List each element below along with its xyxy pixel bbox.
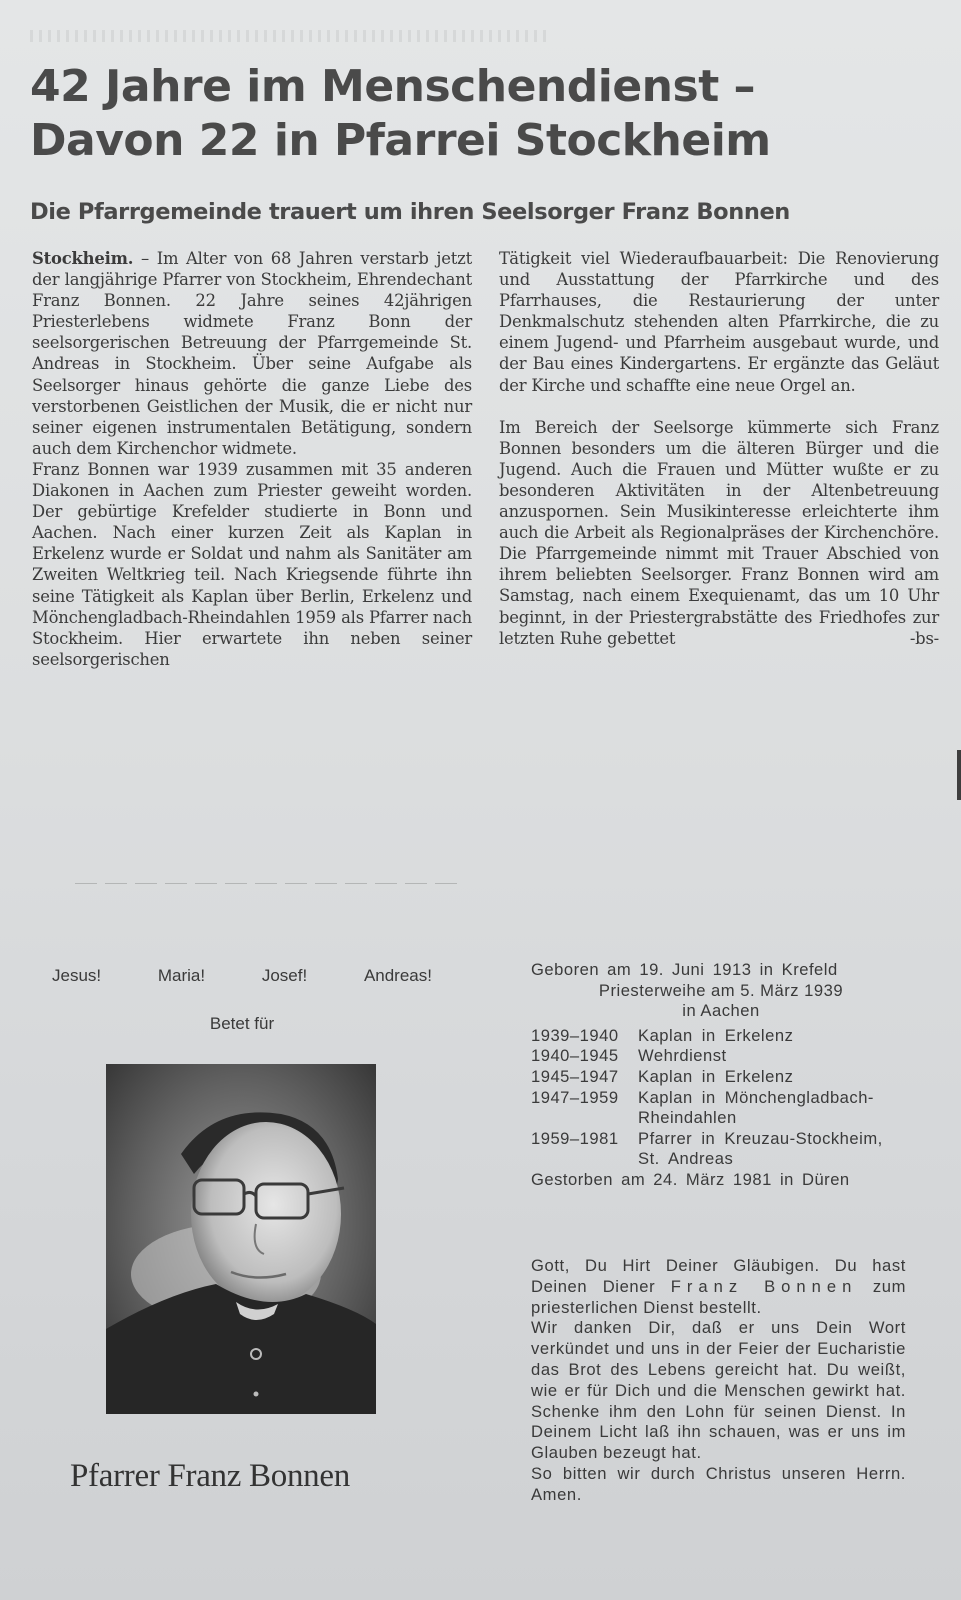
article-subheadline: Die Pfarrgemeinde trauert um ihren Seelsorger Franz Bonnen [30, 199, 790, 225]
ordination-line: Priesterweihe am 5. März 1939 [598, 980, 844, 1000]
prayer-text [531, 1256, 906, 1506]
headline-line-1: 42 Jahre im Menschendienst – [30, 61, 756, 112]
portrait-image [106, 1064, 376, 1414]
career-years: 1959–1981 [531, 1128, 619, 1148]
career-role: Kaplan in Erkelenz [638, 1025, 794, 1045]
career-years: 1947–1959 [531, 1087, 619, 1107]
author-signature: -bs- [909, 628, 939, 648]
prayer-spaced-name: Franz Bonnen [670, 1276, 858, 1296]
article-column-left [32, 248, 472, 670]
birth-line: Geboren am 19. Juni 1913 in Krefeld [531, 960, 838, 979]
career-role: Kaplan in Mönchengladbach-Rheindahlen [638, 1087, 874, 1128]
article-headline [30, 60, 930, 168]
faint-divider-line [75, 883, 465, 884]
dateline: Stockheim. [32, 249, 134, 268]
prayer-paragraph: So bitten wir durch Christus unseren Herrn. Amen. [531, 1463, 906, 1504]
career-years: 1945–1947 [531, 1066, 619, 1086]
death-line: Gestorben am 24. März 1981 in Düren [531, 1169, 850, 1189]
headline-line-2: Davon 22 in Pfarrei Stockheim [30, 115, 771, 166]
prayer-text-part: Gott, Du Hirt Deiner Gläubigen. Du hast Deinen Diener [531, 1256, 906, 1296]
invocations-row [52, 966, 432, 986]
article-paragraph: Franz Bonnen war 1939 zusammen mit 35 anderen Diakonen in Aachen zum Priester geweiht worden. Der gebürtige Krefelder studierte in Bonn und Aachen. Nach einer kurzen Zeit als Kaplan in Erkelenz wurde er Soldat und nahm als Sanitäter am Zweiten Weltkrieg teil. Nach Kriegsende führte ihn seine Tätigkeit als Kaplan über Berlin, Erkelenz und Mönchengladbach-Rheindahlen 1959 als Pfarrer nach Stockheim. Hier erwartete ihn neben seiner seelsorgerischen [32, 459, 472, 669]
article-paragraph [32, 248, 472, 459]
invocation: Jesus! [52, 966, 102, 985]
career-years: 1939–1940 [531, 1025, 619, 1045]
invocation: Maria! [157, 966, 206, 985]
career-role: Wehrdienst [638, 1046, 727, 1066]
invocation: Andreas! [363, 966, 432, 985]
invocation: Josef! [261, 966, 308, 985]
career-row [531, 1088, 911, 1129]
article-paragraph [499, 417, 939, 649]
prayer-text-part: zum priesterlichen Dienst bestellt. [531, 1276, 906, 1317]
article-paragraph: Tätigkeit viel Wiederaufbauarbeit: Die Renovierung und Ausstattung der Pfarrkirche und des Pfarrhauses, die Restaurierung der unter Denkmalschutz stehenden alten Pfarrkirche, die zu einem Jugend- und Pfarrheim ausgebaut wurde, und der Bau eines Kindergartens. Er ergänzte das Geläut der Kirche und schaffte eine neue Orgel an. [499, 249, 939, 395]
portrait-name-caption: Pfarrer Franz Bonnen [70, 1458, 350, 1494]
ordination-place: in Aachen [682, 1001, 760, 1021]
article-column-right [499, 248, 939, 649]
biography-block [531, 960, 911, 1191]
career-row [531, 1067, 911, 1088]
prayer-paragraph [531, 1256, 906, 1318]
career-role: Kaplan in Erkelenz [638, 1066, 794, 1086]
paper-edge-shadow [957, 750, 961, 800]
priest-portrait-photo [106, 1064, 376, 1414]
career-row [531, 1026, 911, 1047]
prayer-paragraph: Wir danken Dir, daß er uns Dein Wort verkündet und uns in der Feier der Eucharistie das Brot des Lebens gereicht hat. Du weißt, wie er für Dich und die Menschen gewirkt hat. Schenke ihm den Lohn für seinen Dienst. In Deinem Licht laß ihn schauen, was er uns im Glauben bezeugt hat. [531, 1318, 906, 1463]
paragraph-text: – Im Alter von 68 Jahren verstarb jetzt der langjährige Pfarrer von Stockheim, Ehrendechant Franz Bonnen. 22 Jahre seines 42jährigen Priesterlebens widmete Franz Bonn der seelsorgerischen Betreuung der Pfarrgemeinde St. Andreas in Stockheim. Über seine Aufgabe als Seelsorger hinaus gehörte die ganze Liebe des verstorbenen Geistlichen der Musik, die er nicht nur seiner eigenen instrumentalen Betätigung, sondern auch dem Kirchenchor widmete. [32, 249, 472, 458]
show-through-print [30, 30, 550, 42]
paragraph-text: Im Bereich der Seelsorge kümmerte sich Franz Bonnen besonders um die älteren Bürger und die Jugend. Auch die Frauen und Mütter wußte er zu besonderen Aktivitäten in der Altenbetreuung anzuspornen. Sein Musikinteresse erleichterte ihm auch die Arbeit als Regionalpräses der Kirchenchöre. Die Pfarrgemeinde nimmt mit Trauer Abschied von ihrem beliebten Seelsorger. Franz Bonnen wird am Samstag, nach einem Exequienamt, das um 10 Uhr beginnt, in der Priestergrabstätte des Friedhofes zur letzten Ruhe gebettet [499, 417, 939, 648]
career-role: Pfarrer in Kreuzau-Stockheim, St. Andreas [638, 1128, 883, 1169]
pray-for-label: Betet für [209, 1014, 275, 1033]
career-years: 1940–1945 [531, 1046, 619, 1066]
career-row [531, 1129, 911, 1170]
career-row [531, 1046, 911, 1067]
